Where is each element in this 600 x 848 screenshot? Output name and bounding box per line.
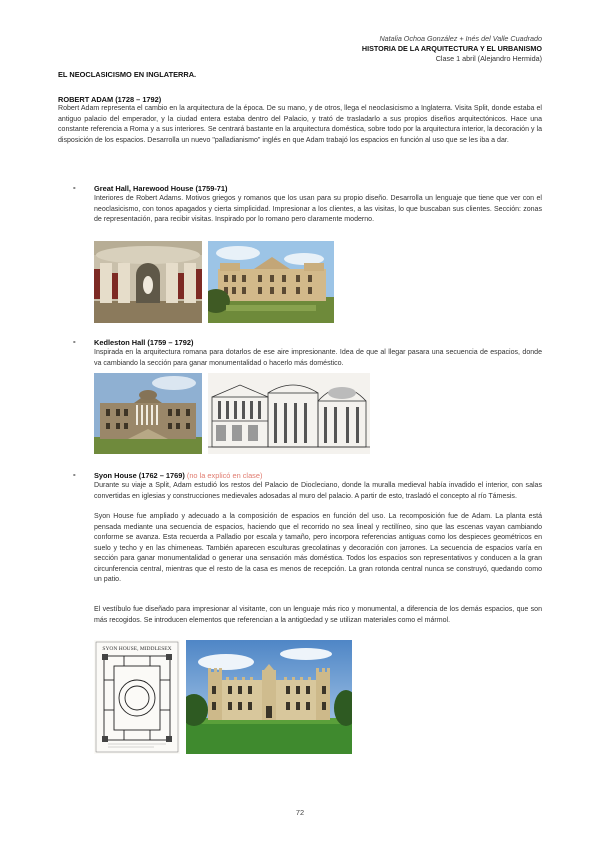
robert-adam-text: Robert Adam representa el cambio en la arquitectura de la época. De su mano, y de otros, llega el neoclasicismo a Inglaterra. Visita Split, donde estaba el antiguo palacio del emperador, y la ciudad entera estaba dentro del Palacio, y trató de trasladarlo a sus propios diseños arquitectónicos. Hace una constante referencia a Roma y a sus interiores. Se centrará bastante en la arquitectura doméstica, sobre todo por la arquitectura interior, la decoración y la disposición de los espacios. Desarrolla un nuevo "palladianismo" inglés en que Adam trabajó los espacios en función al uso que se les iba a dar. [58, 105, 542, 144]
harewood-great-hall-image [94, 241, 202, 323]
syon-house-plan-drawing [94, 640, 180, 754]
bullet-harewood: - [73, 183, 76, 192]
syon-plan-label: SYON HOUSE, MIDDLESEX [102, 646, 172, 652]
syon-title-line [94, 471, 262, 480]
harewood-house-exterior-image [208, 241, 334, 323]
header-course: HISTORIA DE LA ARQUITECTURA Y EL URBANISMO [361, 44, 542, 53]
syon-title: Syon House (1762 – 1769) [94, 471, 185, 480]
section-title: EL NEOCLASICISMO EN INGLATERRA. [58, 70, 197, 79]
kedleston-hall-exterior-image [94, 373, 202, 454]
header-class-info: Clase 1 abril (Alejandro Hermida) [435, 54, 542, 63]
syon-note: (no la explicó en clase) [186, 471, 263, 480]
syon-text-1: Durante su viaje a Split, Adam estudió los restos del Palacio de Diocleciano, donde la muralla medieval había invadido el interior, con salas convertidas en iglesias y construcciones medievales adosadas al muro del palacio. A partir de esto, trasladó el concepto al río Támesis. [94, 482, 542, 500]
harewood-title: Great Hall, Harewood House (1759-71) [94, 184, 228, 193]
bullet-kedleston: - [73, 337, 76, 346]
kedleston-text: Inspirada en la arquitectura romana para dotarlos de ese aire impresionante. Idea de que al llegar pasara una secuencia de espacios, donde va cambiando la sección para ganar monumentalidad o hacerlo más doméstico. [94, 349, 542, 367]
bullet-syon: - [73, 470, 76, 479]
syon-text-2: Syon House fue ampliado y adecuado a la composición de espacios en función del uso. La recomposición fue de Adam. La planta está pensada mediante una secuencia de espacios, haciendo que el recorrido no sea lineal y rectilíneo, sino que las escenas vayan cambiando conforme se avanza. Esta recuerda a Palladio por escala y tamaño, pero incorpora referencias antiguas como los despieces geométricos en suelo y techo y en las chimeneas. También aparecen esculturas grecolatinas y decoración con jarrones. La secuencia de espacios varía en sección para ganar monumentalidad o generar una sensación más doméstica. Todos los espacios son representativos y conducen a la gran circunferencia central, mientras que el resto de la casa es menos de recepción. La gran rotonda central nunca se construyó, quedando como un patio. [94, 513, 542, 583]
header-authors: Natalia Ochoa González + Inés del Valle Cuadrado [379, 34, 542, 43]
syon-text-3: El vestíbulo fue diseñado para impresionar al visitante, con un lenguaje más rico y monumental, a diferencia de los demás espacios, que son más recogidos. Se introducen elementos que referencian a la antigüedad y se utilizan materiales como el mármol. [94, 606, 542, 624]
kedleston-title: Kedleston Hall (1759 – 1792) [94, 338, 194, 347]
kedleston-hall-section-drawing [208, 373, 370, 454]
syon-house-exterior-image [186, 640, 352, 754]
robert-adam-title: ROBERT ADAM (1728 – 1792) [58, 95, 162, 104]
page-number: 72 [295, 808, 305, 817]
harewood-text: Interiores de Robert Adams. Motivos griegos y romanos que los usan para su propio diseño. Desarrolla un lenguaje que tiene que ver con el neoclasicismo, con tonos apagados y cierta simplicidad. Impresionar a los clientes, a las visitas, lo que buscaban sus clientes. Sección: zonas de representación, para recibir visitas. Inspirado por lo romano pero claramente moderno. [94, 195, 542, 223]
